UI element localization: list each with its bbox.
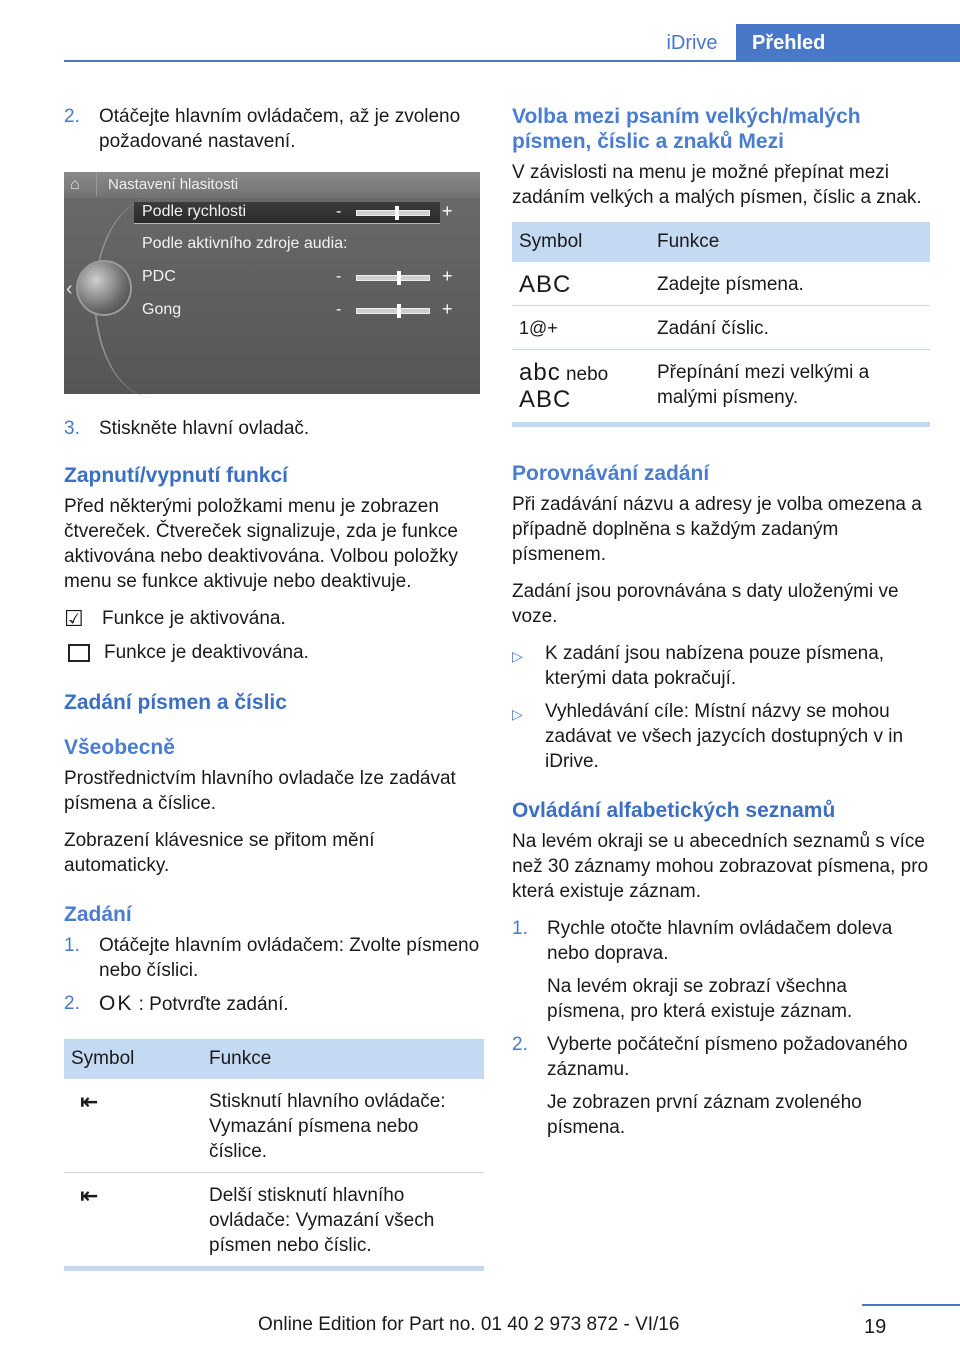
screen-row-pdc: PDC: [142, 268, 176, 285]
slider-thumb: [397, 271, 401, 285]
step-text: Otáčejte hlavním ovládačem, až je zvoleno požadované nastavení.: [99, 106, 461, 152]
step-2: [64, 104, 484, 154]
abc-lower-icon: abc: [519, 359, 561, 386]
heading-general: Všeobecně: [64, 736, 175, 759]
table-row: [512, 262, 930, 306]
triangle-bullet-icon: ▷: [512, 706, 523, 722]
paragraph-case: V závislosti na menu je možné přepínat mezi zadáním velkých a malých písmen, číslic a znak.: [512, 162, 922, 208]
volume-slider: [356, 308, 430, 314]
home-icon: ⌂: [70, 176, 80, 193]
minus-sign: -: [336, 268, 342, 285]
step-number: 3.: [64, 418, 80, 439]
volume-slider: [356, 275, 430, 281]
paragraph-compare-1: Při zadávání názvu a adresy je volba omezena a případně doplněna s každým zadaným písmenem.: [512, 494, 922, 565]
table-row: [64, 1079, 484, 1173]
abc-upper-icon: ABC: [519, 386, 572, 413]
edition-note: Online Edition for Part no. 01 40 2 973 872 - VI/16: [258, 1314, 680, 1335]
backspace-icon: ⇤: [80, 1183, 99, 1208]
table-row: [64, 1173, 484, 1267]
chevron-left-icon: ‹: [66, 278, 73, 300]
screen-row-audio-source: Podle aktivního zdroje audia:: [142, 235, 348, 252]
minus-sign: -: [336, 203, 342, 220]
step-text: Vyberte počáteční písmeno požadovaného záznamu.: [547, 1034, 908, 1080]
paragraph-on-off: Před některými položkami menu je zobrazen čtvereček. Čtvereček signalizuje, zda je funkce aktivována nebo deaktivována. Volbou položky menu se funkce aktivuje nebo deaktivuje.: [64, 496, 458, 592]
table-cell: Stisknutí hlavního ovládače: Vymazání písmena nebo číslice.: [202, 1079, 484, 1173]
backspace-icon: ⇤: [64, 1079, 202, 1173]
check-inactive-label: Funkce je deaktivována.: [104, 642, 309, 663]
volume-slider: [356, 210, 430, 216]
footer-rule: [862, 1304, 960, 1306]
tab-overview[interactable]: Přehled: [736, 24, 960, 62]
step-number: 2.: [64, 106, 80, 127]
col-function: Funkce: [202, 1039, 484, 1079]
screen-row-speed: Podle rychlosti: [142, 203, 247, 220]
step-number: 1.: [64, 935, 80, 956]
or-label: nebo: [565, 364, 609, 385]
heading-input: Zadání: [64, 903, 132, 926]
col-function: Funkce: [650, 222, 930, 262]
header-rule: [64, 60, 960, 62]
empty-box-icon: [68, 644, 90, 662]
list-item-text: K zadání jsou nabízena pouze písmena, kterými data pokračují.: [545, 643, 885, 689]
plus-sign: +: [442, 201, 453, 221]
check-active-label: Funkce je aktivována.: [102, 608, 286, 629]
table-row: [512, 306, 930, 350]
table-end-rule: [64, 1266, 484, 1271]
table-cell: Přepínání mezi velkými a malými písmeny.: [657, 362, 870, 408]
screen-title: Nastavení hlasitosti: [108, 176, 239, 193]
volume-settings-screenshot: [64, 172, 480, 394]
plus-sign: +: [442, 266, 453, 286]
right-column: [512, 104, 930, 1148]
page-number: 19: [864, 1316, 887, 1338]
heading-letters: Zadání písmen a číslic: [64, 691, 287, 714]
col-symbol: Symbol: [512, 222, 650, 262]
table-row: [512, 350, 930, 423]
input-step-1: [64, 933, 484, 983]
list-item: [512, 641, 930, 691]
check-inactive: [64, 642, 484, 664]
slider-thumb: [395, 206, 399, 220]
paragraph-general-1: Prostřednictvím hlavního ovladače lze zadávat písmena a číslice.: [64, 768, 456, 814]
paragraph-general-2: Zobrazení klávesnice se přitom mění automaticky.: [64, 830, 375, 876]
step-subtext: Na levém okraji se zobrazí všechna písmena, pro která existuje záznam.: [547, 976, 853, 1022]
screen-row-gong: Gong: [142, 301, 182, 318]
step-number: 2.: [512, 1034, 528, 1055]
heading-alpha-lists: Ovládání alfabetických seznamů: [512, 799, 836, 822]
controller-knob-icon: [76, 260, 132, 316]
step-subtext: Je zobrazen první záznam zvoleného písmena.: [547, 1092, 862, 1138]
step-number: 2.: [64, 993, 80, 1014]
table-cell: Zadání číslic.: [650, 306, 930, 350]
step-text: Rychle otočte hlavním ovládačem doleva nebo doprava.: [547, 918, 893, 964]
case-symbol-table: [512, 222, 930, 422]
triangle-bullet-icon: ▷: [512, 648, 523, 664]
delete-symbol-table: [64, 1039, 484, 1266]
plus-sign: +: [442, 299, 453, 319]
table-cell: Delší stisknutí hlavního ovládače: Vymazání všech písmen nebo číslic.: [209, 1185, 435, 1256]
input-step-2: [64, 991, 484, 1017]
ok-icon: OK: [99, 992, 134, 1015]
paragraph-alpha: Na levém okraji se u abecedních seznamů s více než 30 záznamy mohou zobrazovat písmena, pro která existuje záznam.: [512, 831, 929, 902]
table-cell: Zadejte písmena.: [650, 262, 930, 306]
step-text: Stiskněte hlavní ovladač.: [99, 418, 310, 439]
screen-separator: [96, 174, 97, 196]
heading-on-off: Zapnutí/vypnutí funkcí: [64, 464, 288, 487]
left-column: [64, 104, 484, 1305]
check-active: [64, 606, 484, 632]
paragraph-compare-2: Zadání jsou porovnávána s daty uloženými ve voze.: [512, 581, 899, 627]
slider-thumb: [397, 304, 401, 318]
step-text: Otáčejte hlavním ovládačem: Zvolte písmeno nebo číslici.: [99, 935, 480, 981]
numbers-symbols-icon: 1@+: [512, 306, 650, 350]
alpha-step-2: [512, 1032, 930, 1140]
list-item: [512, 699, 930, 774]
step-text: : Potvrďte zadání.: [138, 994, 289, 1015]
col-symbol: Symbol: [64, 1039, 202, 1079]
minus-sign: -: [336, 301, 342, 318]
tab-idrive[interactable]: iDrive: [666, 31, 718, 54]
checked-box-icon: ☑: [64, 606, 84, 631]
heading-case: Volba mezi psaním velkých/malých písmen, číslic a znaků Mezi: [512, 105, 861, 153]
table-end-rule: [512, 422, 930, 427]
alpha-step-1: [512, 916, 930, 1024]
case-toggle-cell: [512, 350, 650, 423]
step-3: [64, 416, 484, 441]
step-number: 1.: [512, 918, 528, 939]
list-item-text: Vyhledávání cíle: Místní názvy se mohou zadávat ve všech jazycích dostupných v in iDrive.: [545, 701, 904, 772]
abc-upper-icon: ABC: [512, 262, 650, 306]
heading-compare: Porovnávání zadání: [512, 462, 710, 485]
